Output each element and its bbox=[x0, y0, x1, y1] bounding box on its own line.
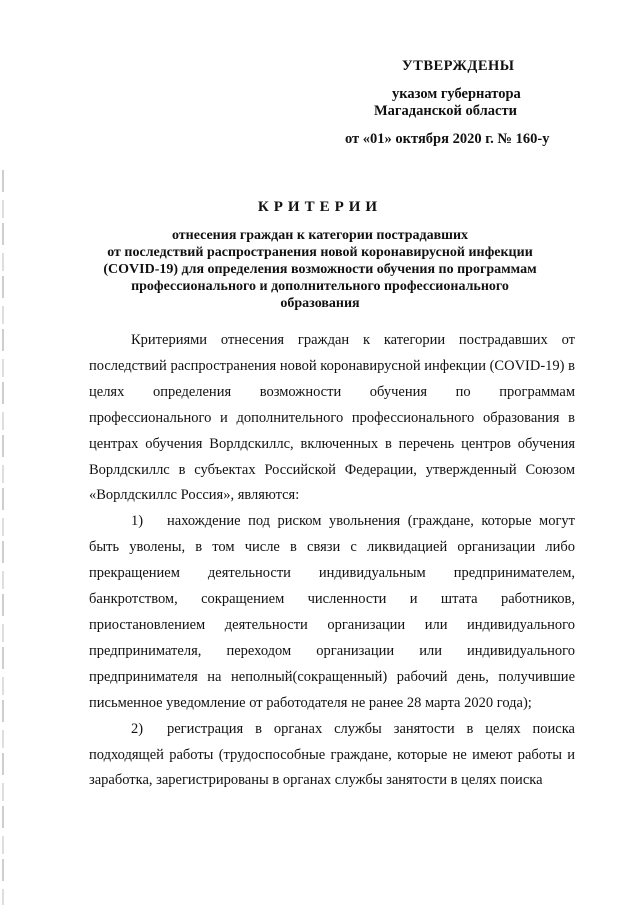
subtitle-line: от последствий распространения новой коронавирусной инфекции bbox=[107, 245, 533, 260]
approval-authority-line-2: Магаданской области bbox=[374, 103, 517, 119]
subtitle-line: образования bbox=[280, 296, 360, 311]
subtitle-line: профессионального и дополнительного профессионального bbox=[131, 279, 509, 294]
criteria-item-2 bbox=[89, 717, 575, 795]
document-body bbox=[89, 328, 575, 794]
item-text: регистрация в органах службы занятости в целях поиска подходящей работы (трудоспособные граждане, которые не имеют работы и заработка, зарегистрированы в органах службы занятости в целях поиска bbox=[89, 720, 575, 789]
criteria-item-1 bbox=[89, 509, 575, 716]
subtitle-line: (COVID-19) для определения возможности обучения по программам bbox=[103, 262, 537, 277]
document-title: КРИТЕРИИ bbox=[257, 199, 383, 215]
approval-title: УТВЕРЖДЕНЫ bbox=[402, 58, 515, 74]
item-number: 1) bbox=[131, 513, 144, 530]
item-number: 2) bbox=[131, 720, 144, 737]
approval-authority-line-1: указом губернатора bbox=[392, 86, 521, 102]
scan-edge-artifact bbox=[2, 170, 4, 905]
approval-date-number: от «01» октября 2020 г. № 160-у bbox=[345, 131, 550, 147]
item-text: нахождение под риском увольнения (граждане, которые могут быть уволены, в том числе в связи с ликвидацией организации либо прекращением деятельности индивидуальным предпринимателем, банкротством, сокращением численности и штата работников, приостановлением деятельности организации или индивидуального предпринимателя, переходом организации или индивидуального предпринимателя на неполный(сокращенный) рабочий день, получившие письменное уведомление от работодателя не ранее 28 марта 2020 года); bbox=[89, 513, 575, 711]
subtitle-line: отнесения граждан к категории пострадавших bbox=[171, 228, 469, 243]
intro-paragraph: Критериями отнесения граждан к категории пострадавших от последствий распространения новой коронавирусной инфекции (COVID-19) в целях определения возможности обучения по программам профессионального и дополнительного профессионального образования в центрах обучения Ворлдскиллс, включенных в перечень центров обучения Ворлдскиллс в субъектах Российской Федерации, утвержденный Союзом «Ворлдскиллс Россия», являются: bbox=[89, 332, 575, 504]
document-subtitle bbox=[60, 227, 580, 312]
